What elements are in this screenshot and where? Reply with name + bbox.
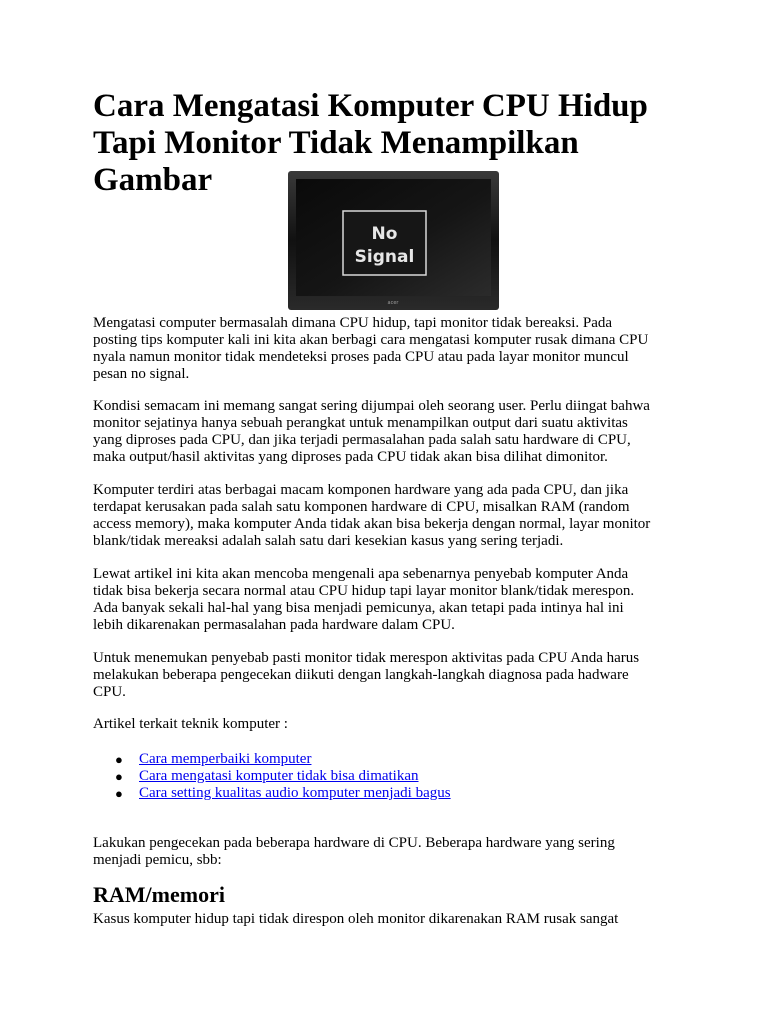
related-link-item	[93, 768, 683, 785]
body-paragraph: Untuk menemukan penyebab pasti monitor tidak merespon aktivitas pada CPU Anda harus melakukan beberapa pengecekan diikuti dengan langkah-langkah diagnosa pada hadware CPU.	[93, 650, 640, 700]
bullet-icon: ●	[115, 769, 123, 784]
no-signal-text-line-1: No	[371, 224, 398, 244]
article-title-line-1: Cara Mengatasi Komputer CPU Hidup	[93, 88, 648, 124]
monitor-brand-logo: acer	[387, 300, 399, 306]
body-paragraph: Kondisi semacam ini memang sangat sering dijumpai oleh seorang user. Perlu diingat bahwa monitor sejatinya hanya sebuah perangkat untuk menampilkan output dari suatu aktivitas yang diproses pada CPU, dan jika terjadi permasalahan pada salah satu hardware di CPU, maka output/hasil aktivitas yang diproses pada CPU tidak akan bisa dilihat dimonitor.	[93, 398, 650, 465]
paragraph-after-links: Lakukan pengecekan pada beberapa hardware di CPU. Beberapa hardware yang sering menjadi pemicu, sbb:	[93, 835, 615, 868]
section-heading-ram: RAM/memori	[93, 882, 225, 907]
monitor-no-signal-image	[288, 171, 499, 310]
body-paragraph: Artikel terkait teknik komputer :	[93, 716, 288, 732]
body-paragraph: Mengatasi computer bermasalah dimana CPU hidup, tapi monitor tidak bereaksi. Pada posting tips komputer kali ini kita akan berbagi cara mengatasi komputer rusak dimana CPU nyala namun monitor tidak mendeteksi proses pada CPU atau pada layar monitor muncul pesan no signal.	[93, 315, 649, 382]
bullet-icon: ●	[115, 752, 123, 767]
related-link-1[interactable]: Cara memperbaiki komputer	[139, 751, 312, 767]
bullet-icon: ●	[115, 786, 123, 801]
article-title-line-2: Tapi Monitor Tidak Menampilkan Gambar	[93, 125, 579, 198]
body-paragraph: Komputer terdiri atas berbagai macam komponen hardware yang ada pada CPU, dan jika terdapat kerusakan pada salah satu komponen hardware di CPU, misalkan RAM (random access memory), maka komputer Anda tidak akan bisa bekerja dengan normal, layar monitor blank/tidak mereaksi adalah salah satu dari kesekian kasus yang sering terjadi.	[93, 482, 651, 549]
related-link-3[interactable]: Cara setting kualitas audio komputer menjadi bagus	[139, 785, 451, 801]
no-signal-text-line-2: Signal	[354, 247, 415, 267]
related-link-item	[93, 785, 683, 802]
related-link-2[interactable]: Cara mengatasi komputer tidak bisa dimatikan	[139, 768, 419, 784]
related-links-list	[93, 751, 683, 802]
body-paragraph: Lewat artikel ini kita akan mencoba mengenali apa sebenarnya penyebab komputer Anda tidak bisa bekerja secara normal atau CPU hidup tapi layar monitor blank/tidak merespon. Ada banyak sekali hal-hal yang bisa menjadi pemicunya, akan tetapi pada intinya hal ini lebih dikarenakan permasalahan pada hardware dalam CPU.	[93, 566, 635, 633]
section-paragraph-ram: Kasus komputer hidup tapi tidak direspon oleh monitor dikarenakan RAM rusak sangat	[93, 911, 619, 927]
related-link-item	[93, 751, 683, 768]
